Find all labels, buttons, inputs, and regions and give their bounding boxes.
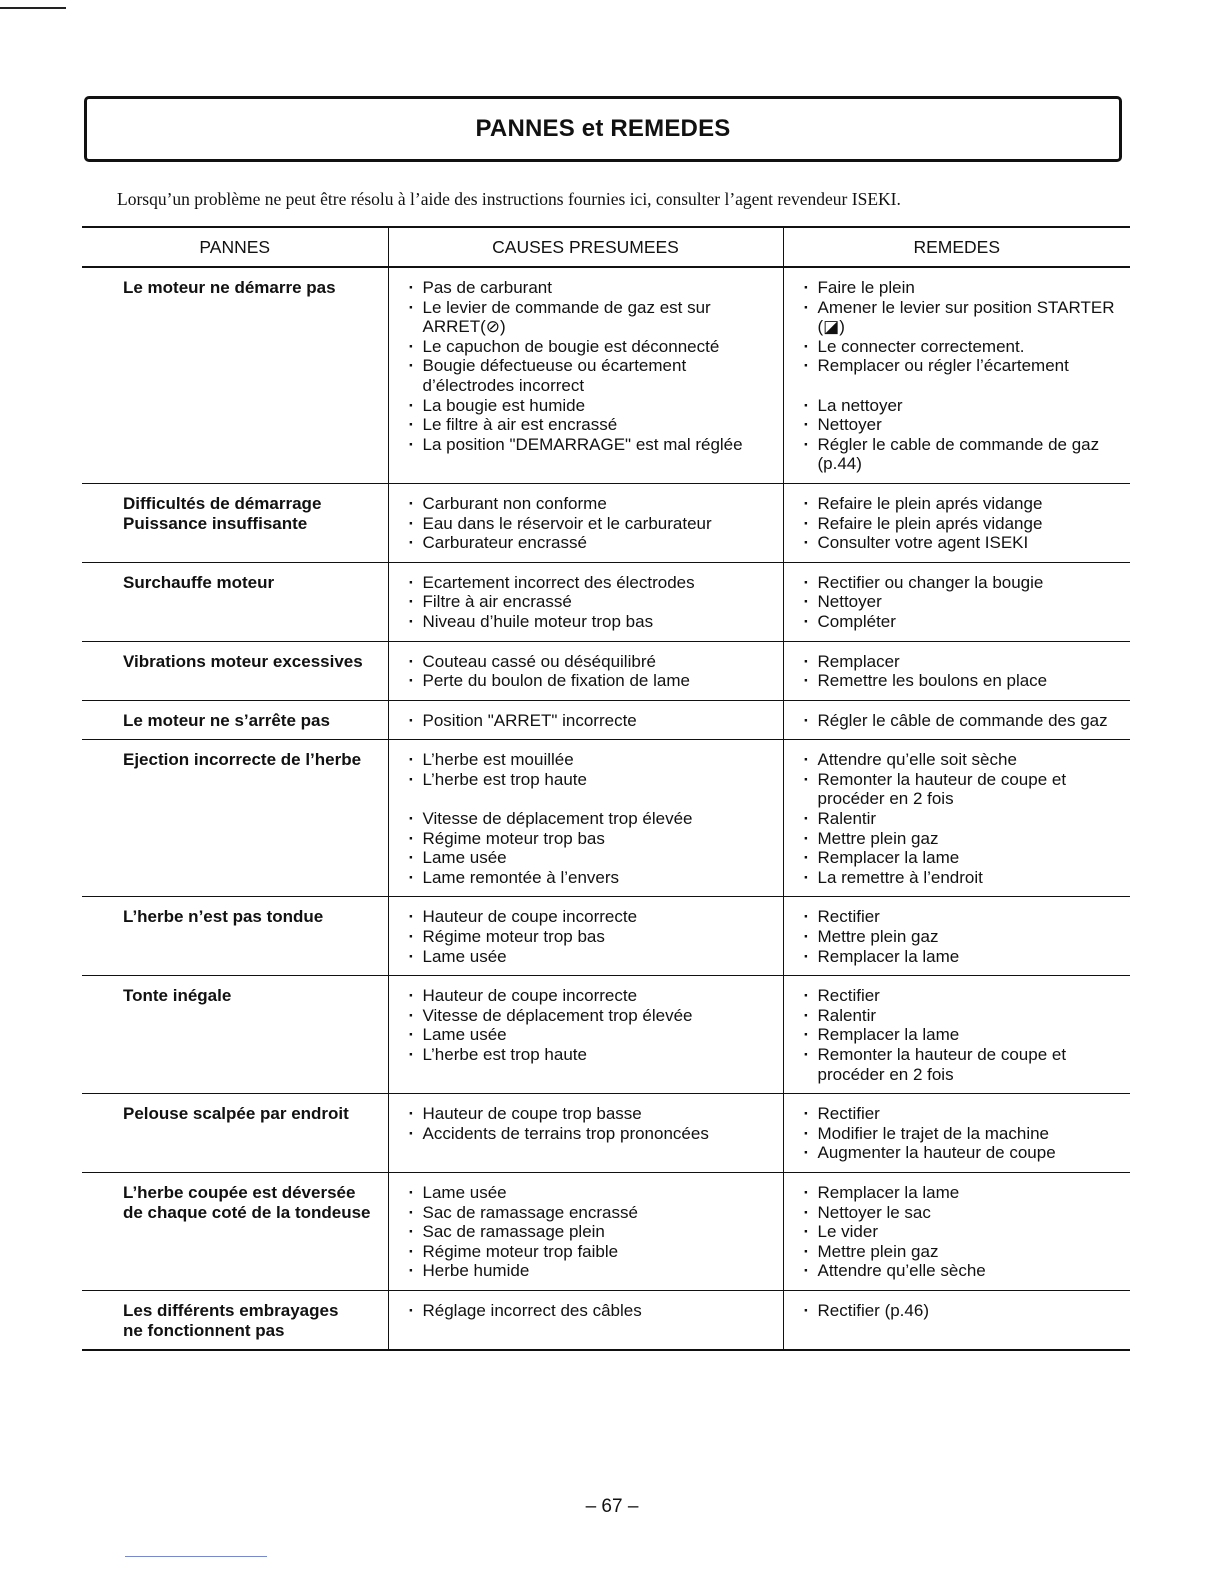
causes-cell xyxy=(388,641,783,700)
cause-item: · Accidents de terrains trop prononcées xyxy=(407,1124,777,1144)
cause-item: · Sac de ramassage plein xyxy=(407,1222,777,1242)
remede-item: · Mettre plein gaz xyxy=(802,927,1125,947)
table-row xyxy=(82,562,1130,641)
causes-list xyxy=(407,494,777,553)
cause-item: · Lame usée xyxy=(407,1183,777,1203)
cause-item: · Couteau cassé ou déséquilibré xyxy=(407,652,777,672)
panne-cell xyxy=(82,897,388,976)
causes-cell xyxy=(388,976,783,1094)
panne-label: ne fonctionnent pas xyxy=(123,1320,285,1340)
panne-label: Puissance insuffisante xyxy=(123,513,308,533)
remede-item: · Rectifier xyxy=(802,1104,1125,1124)
cause-item: · Réglage incorrect des câbles xyxy=(407,1301,777,1321)
cause-item: · Lame usée xyxy=(407,947,777,967)
causes-cell xyxy=(388,483,783,562)
cause-item: · Pas de carburant xyxy=(407,278,777,298)
table-body xyxy=(82,267,1130,1350)
causes-cell xyxy=(388,1172,783,1290)
cause-item: · Niveau d’huile moteur trop bas xyxy=(407,612,777,632)
cause-item: · Lame remontée à l’envers xyxy=(407,868,777,888)
cause-item: · Vitesse de déplacement trop élevée xyxy=(407,1006,777,1026)
cause-item: · Bougie défectueuse ou écartement d’électrodes incorrect xyxy=(407,356,777,395)
remede-item: · Régler le cable de commande de gaz (p.44) xyxy=(802,435,1125,474)
remedes-cell xyxy=(783,740,1130,897)
cause-item: · Régime moteur trop bas xyxy=(407,829,777,849)
remedes-list xyxy=(802,652,1125,691)
remedes-cell xyxy=(783,562,1130,641)
causes-list xyxy=(407,1104,777,1143)
remede-item: · Nettoyer xyxy=(802,415,1125,435)
remede-item: · Rectifier xyxy=(802,907,1125,927)
remede-item: · Remplacer la lame xyxy=(802,848,1125,868)
remede-item: · Consulter votre agent ISEKI xyxy=(802,533,1125,553)
causes-cell xyxy=(388,562,783,641)
panne-label: L’herbe coupée est déversée xyxy=(123,1182,356,1202)
remede-item: · Refaire le plein aprés vidange xyxy=(802,514,1125,534)
cause-item: · Le filtre à air est encrassé xyxy=(407,415,777,435)
remede-item: · Mettre plein gaz xyxy=(802,829,1125,849)
remedes-list xyxy=(802,711,1125,731)
remedes-cell xyxy=(783,976,1130,1094)
causes-list xyxy=(407,986,777,1064)
remedes-cell xyxy=(783,700,1130,740)
causes-list xyxy=(407,750,777,887)
causes-list xyxy=(407,652,777,691)
remede-item: · Remplacer xyxy=(802,652,1125,672)
header-causes: CAUSES PRESUMEES xyxy=(388,227,783,267)
panne-cell xyxy=(82,641,388,700)
causes-cell xyxy=(388,1290,783,1350)
cause-item: · Carburant non conforme xyxy=(407,494,777,514)
causes-cell xyxy=(388,267,783,483)
remedes-list xyxy=(802,750,1125,887)
table-row xyxy=(82,700,1130,740)
cause-item: · Lame usée xyxy=(407,1025,777,1045)
cause-item: · Hauteur de coupe trop basse xyxy=(407,1104,777,1124)
header-remedes: REMEDES xyxy=(783,227,1130,267)
remede-item: · Remplacer la lame xyxy=(802,947,1125,967)
remede-item: · Nettoyer le sac xyxy=(802,1203,1125,1223)
panne-cell xyxy=(82,1094,388,1173)
table-row xyxy=(82,1172,1130,1290)
remede-item: · Mettre plein gaz xyxy=(802,1242,1125,1262)
panne-label: Surchauffe moteur xyxy=(123,572,275,592)
remedes-cell xyxy=(783,1094,1130,1173)
table-row xyxy=(82,976,1130,1094)
cause-item: · Le capuchon de bougie est déconnecté xyxy=(407,337,777,357)
table-row xyxy=(82,483,1130,562)
page-title: PANNES et REMEDES xyxy=(475,115,731,142)
page-number: – 67 – xyxy=(585,1496,639,1517)
panne-cell xyxy=(82,562,388,641)
cause-item: · Régime moteur trop faible xyxy=(407,1242,777,1262)
cause-item: · Herbe humide xyxy=(407,1261,777,1281)
remede-item: · Le connecter correctement. xyxy=(802,337,1125,357)
remede-item: · Ralentir xyxy=(802,1006,1125,1026)
remedes-list xyxy=(802,1104,1125,1163)
causes-cell xyxy=(388,740,783,897)
panne-cell xyxy=(82,483,388,562)
panne-cell xyxy=(82,740,388,897)
remede-item: · Remonter la hauteur de coupe et procéder en 2 fois xyxy=(802,770,1125,809)
table-row xyxy=(82,641,1130,700)
corner-mark xyxy=(0,7,66,9)
troubleshooting-table xyxy=(82,226,1130,1351)
remede-item: · Compléter xyxy=(802,612,1125,632)
causes-list xyxy=(407,711,777,731)
panne-label: Le moteur ne démarre pas xyxy=(123,278,336,297)
cause-item: · La position "DEMARRAGE" est mal réglée xyxy=(407,435,777,455)
cause-item: · La bougie est humide xyxy=(407,396,777,416)
remede-item: · Ralentir xyxy=(802,809,1125,829)
panne-cell xyxy=(82,267,388,483)
cause-item: · Carburateur encrassé xyxy=(407,533,777,553)
cause-item: · Perte du boulon de fixation de lame xyxy=(407,671,777,691)
panne-label: Tonte inégale xyxy=(123,986,232,1006)
intro-text: Lorsqu’un problème ne peut être résolu à l’aide des instructions fournies ici, consulter l’agent revendeur ISEKI. xyxy=(117,189,901,209)
remedes-cell xyxy=(783,1290,1130,1350)
cause-item: · Position "ARRET" incorrecte xyxy=(407,711,777,731)
remede-item: · Nettoyer xyxy=(802,592,1125,612)
cause-item: · Sac de ramassage encrassé xyxy=(407,1203,777,1223)
causes-list xyxy=(407,278,777,454)
panne-label: Le moteur ne s’arrête pas xyxy=(123,710,330,730)
footer-mark xyxy=(125,1556,267,1557)
cause-item: · Filtre à air encrassé xyxy=(407,592,777,612)
header-pannes: PANNES xyxy=(82,227,388,267)
cause-item: · Vitesse de déplacement trop élevée xyxy=(407,809,777,829)
remede-item: · Attendre qu’elle sèche xyxy=(802,1261,1125,1281)
remede-item: · Refaire le plein aprés vidange xyxy=(802,494,1125,514)
remedes-list xyxy=(802,278,1125,474)
panne-label: Vibrations moteur excessives xyxy=(123,651,363,671)
panne-label: de chaque coté de la tondeuse xyxy=(123,1202,371,1222)
remedes-cell xyxy=(783,1172,1130,1290)
causes-cell xyxy=(388,1094,783,1173)
remede-item: · Remplacer la lame xyxy=(802,1183,1125,1203)
remede-item: · Amener le levier sur position STARTER (◪) xyxy=(802,298,1125,337)
cause-item: · L’herbe est trop haute xyxy=(407,770,777,790)
causes-cell xyxy=(388,897,783,976)
cause-item: · L’herbe est trop haute xyxy=(407,1045,777,1065)
cause-item: · Hauteur de coupe incorrecte xyxy=(407,907,777,927)
cause-item: · L’herbe est mouillée xyxy=(407,750,777,770)
table-row xyxy=(82,897,1130,976)
remedes-cell xyxy=(783,641,1130,700)
table-row xyxy=(82,1094,1130,1173)
remede-item: · Attendre qu’elle soit sèche xyxy=(802,750,1125,770)
remede-item: · Augmenter la hauteur de coupe xyxy=(802,1143,1125,1163)
panne-label: Pelouse scalpée par endroit xyxy=(123,1104,349,1124)
causes-list xyxy=(407,907,777,966)
table-row xyxy=(82,740,1130,897)
panne-label: L’herbe n’est pas tondue xyxy=(123,907,324,927)
panne-cell xyxy=(82,700,388,740)
remede-item: · Remettre les boulons en place xyxy=(802,671,1125,691)
panne-label: Difficultés de démarrage xyxy=(123,493,322,513)
remede-item: · Le vider xyxy=(802,1222,1125,1242)
remedes-list xyxy=(802,986,1125,1084)
remede-item: · Rectifier (p.46) xyxy=(802,1301,1125,1321)
cause-item: · Lame usée xyxy=(407,848,777,868)
title-box xyxy=(84,96,1122,162)
cause-item: · Ecartement incorrect des électrodes xyxy=(407,573,777,593)
remedes-list xyxy=(802,494,1125,553)
remedes-list xyxy=(802,573,1125,632)
panne-label: Ejection incorrecte de l’herbe xyxy=(123,750,362,770)
remede-item: · Remplacer ou régler l’écartement xyxy=(802,356,1125,376)
causes-list xyxy=(407,573,777,632)
remedes-list xyxy=(802,1301,1125,1321)
remede-item: · Modifier le trajet de la machine xyxy=(802,1124,1125,1144)
table-row xyxy=(82,267,1130,483)
remede-item: · Régler le câble de commande des gaz xyxy=(802,711,1125,731)
remedes-cell xyxy=(783,897,1130,976)
remede-item: · Faire le plein xyxy=(802,278,1125,298)
remede-item: · Rectifier ou changer la bougie xyxy=(802,573,1125,593)
table-row xyxy=(82,1290,1130,1350)
remedes-cell xyxy=(783,267,1130,483)
remedes-cell xyxy=(783,483,1130,562)
remede-item: · La nettoyer xyxy=(802,396,1125,416)
panne-cell xyxy=(82,1290,388,1350)
panne-cell xyxy=(82,1172,388,1290)
remede-item: · Remplacer la lame xyxy=(802,1025,1125,1045)
header-row xyxy=(82,227,1130,267)
remede-item: · Rectifier xyxy=(802,986,1125,1006)
cause-item: · Hauteur de coupe incorrecte xyxy=(407,986,777,1006)
remede-item: · Remonter la hauteur de coupe et procéder en 2 fois xyxy=(802,1045,1125,1084)
remedes-list xyxy=(802,1183,1125,1281)
causes-cell xyxy=(388,700,783,740)
cause-item: · Eau dans le réservoir et le carburateur xyxy=(407,514,777,534)
panne-label: Les différents embrayages xyxy=(123,1300,339,1320)
remedes-list xyxy=(802,907,1125,966)
causes-list xyxy=(407,1183,777,1281)
remede-item: · La remettre à l’endroit xyxy=(802,868,1125,888)
cause-item: · Régime moteur trop bas xyxy=(407,927,777,947)
causes-list xyxy=(407,1301,777,1321)
cause-item: · Le levier de commande de gaz est sur ARRET(⊘) xyxy=(407,298,777,337)
panne-cell xyxy=(82,976,388,1094)
